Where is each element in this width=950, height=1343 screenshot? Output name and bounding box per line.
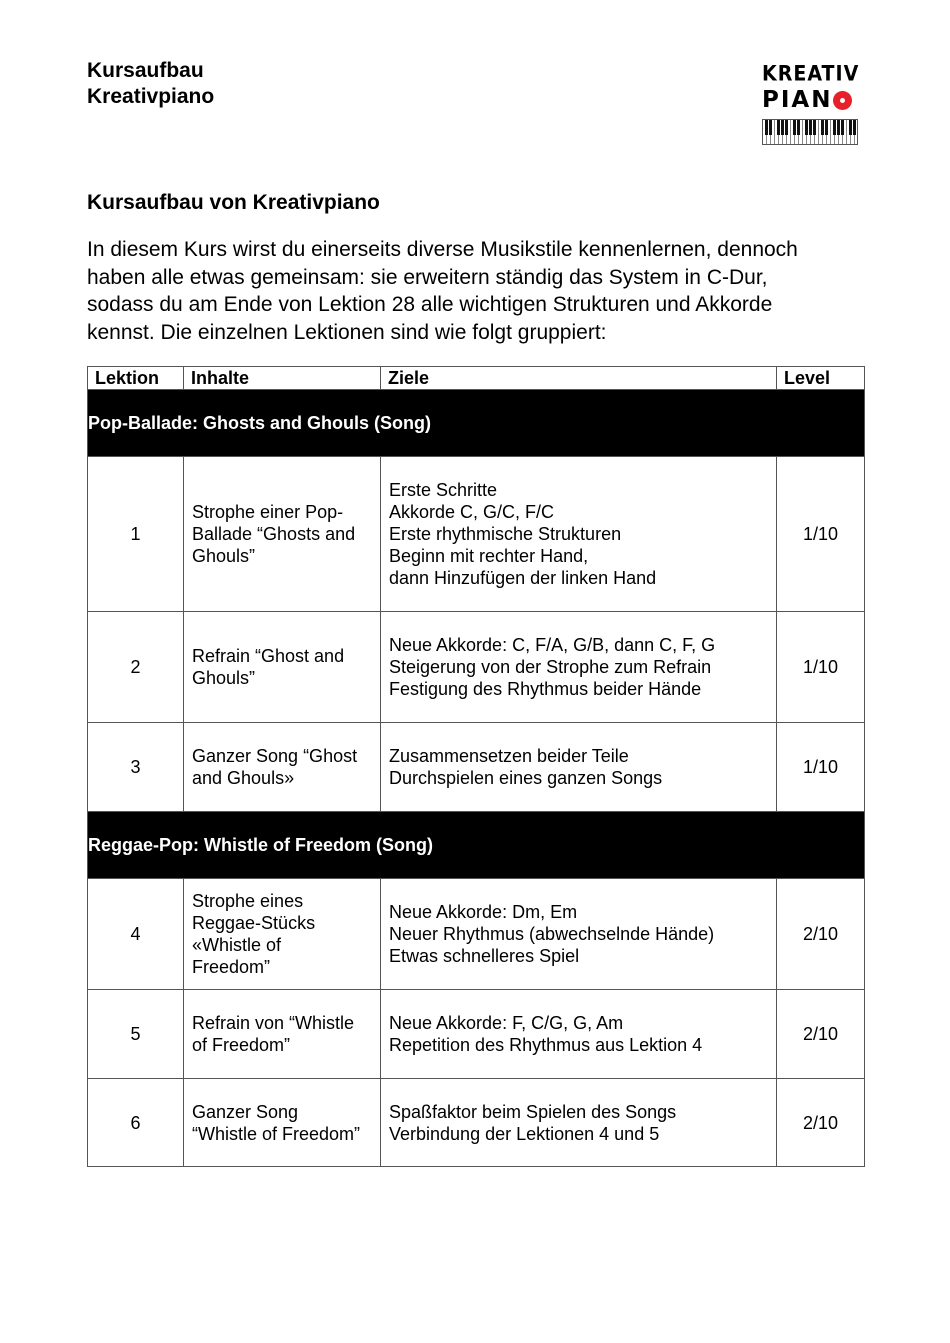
ziele-line: Zusammensetzen beider Teile bbox=[389, 746, 629, 766]
title-line-2: Kreativpiano bbox=[87, 85, 215, 108]
inhalte-cell bbox=[184, 879, 381, 990]
inhalte-cell bbox=[184, 457, 381, 612]
group-title: Pop-Ballade: Ghosts and Ghouls (Song) bbox=[88, 390, 865, 457]
ziele-cell bbox=[381, 1079, 777, 1167]
logo-text-kreativ: KREATIV bbox=[762, 62, 860, 87]
inhalte-line: Refrain von “Whistle bbox=[192, 1013, 355, 1033]
table-row bbox=[88, 457, 865, 612]
inhalte-line: «Whistle of bbox=[192, 935, 282, 955]
ziele-line: Akkorde C, G/C, F/C bbox=[389, 502, 555, 522]
document-title bbox=[87, 58, 214, 110]
group-title: Reggae-Pop: Whistle of Freedom (Song) bbox=[88, 812, 865, 879]
ziele-cell bbox=[381, 457, 777, 612]
inhalte-line: Strophe eines bbox=[192, 891, 304, 911]
inhalte-line: Freedom” bbox=[192, 957, 271, 977]
title-line-1: Kursaufbau bbox=[87, 59, 204, 82]
lektion-cell: 2 bbox=[88, 612, 184, 723]
group-row-pop-ballade bbox=[88, 390, 865, 457]
ziele-line: Verbindung der Lektionen 4 und 5 bbox=[389, 1123, 660, 1144]
ziele-line: Neue Akkorde: Dm, Em bbox=[389, 902, 578, 922]
lektion-cell: 4 bbox=[88, 879, 184, 990]
inhalte-line: of Freedom” bbox=[192, 1035, 291, 1055]
table-row bbox=[88, 612, 865, 723]
ziele-line: Neuer Rhythmus (abwechselnde Hände) bbox=[389, 924, 715, 944]
inhalte-cell bbox=[184, 612, 381, 723]
ziele-cell bbox=[381, 879, 777, 990]
section-heading: Kursaufbau von Kreativpiano bbox=[87, 191, 380, 214]
table-row bbox=[88, 723, 865, 812]
level-cell: 2/10 bbox=[777, 990, 865, 1079]
table-row bbox=[88, 879, 865, 990]
intro-line: sodass du am Ende von Lektion 28 alle wichtigen Strukturen und Akkorde bbox=[87, 293, 773, 317]
inhalte-cell bbox=[184, 1079, 381, 1167]
ziele-line: Erste rhythmische Strukturen bbox=[389, 524, 622, 544]
header-level: Level bbox=[777, 367, 865, 390]
inhalte-line: Ganzer Song “Ghost bbox=[192, 746, 358, 766]
intro-line: In diesem Kurs wirst du einerseits diverse Musikstile kennenlernen, dennoch bbox=[87, 238, 798, 261]
group-row-reggae-pop bbox=[88, 812, 865, 879]
inhalte-line: and Ghouls» bbox=[192, 768, 295, 788]
intro-line: haben alle etwas gemeinsam: sie erweitern ständig das System in C-Dur, bbox=[87, 265, 768, 289]
ziele-line: Steigerung von der Strophe zum Refrain bbox=[389, 657, 712, 677]
inhalte-line: Refrain “Ghost and bbox=[192, 646, 345, 666]
lektion-cell: 6 bbox=[88, 1079, 184, 1167]
course-table bbox=[87, 366, 865, 1167]
intro-line: kennst. Die einzelnen Lektionen sind wie folgt gruppiert: bbox=[87, 320, 607, 344]
inhalte-line: Reggae-Stücks bbox=[192, 913, 316, 933]
ziele-line: Neue Akkorde: F, C/G, G, Am bbox=[389, 1013, 624, 1033]
inhalte-line: Ballade “Ghosts and bbox=[192, 524, 356, 544]
header-lektion: Lektion bbox=[88, 367, 184, 390]
level-cell: 2/10 bbox=[777, 1079, 865, 1167]
ziele-line: Erste Schritte bbox=[389, 480, 498, 500]
ziele-line: Neue Akkorde: C, F/A, G/B, dann C, F, G bbox=[389, 635, 716, 655]
ziele-line: Spaßfaktor beim Spielen des Songs bbox=[389, 1101, 677, 1122]
logo-text-piano bbox=[762, 87, 860, 113]
level-cell: 1/10 bbox=[777, 723, 865, 812]
header-ziele: Ziele bbox=[381, 367, 777, 390]
table-row bbox=[88, 990, 865, 1079]
level-cell: 1/10 bbox=[777, 612, 865, 723]
ziele-line: Festigung des Rhythmus beider Hände bbox=[389, 679, 702, 699]
lektion-cell: 5 bbox=[88, 990, 184, 1079]
lektion-cell: 1 bbox=[88, 457, 184, 612]
kreativpiano-logo bbox=[762, 62, 860, 145]
level-cell: 1/10 bbox=[777, 457, 865, 612]
ziele-cell bbox=[381, 723, 777, 812]
ziele-cell bbox=[381, 612, 777, 723]
logo-text-pian: PIAN bbox=[762, 87, 833, 113]
piano-keys-icon bbox=[762, 119, 858, 145]
ziele-line: Durchspielen eines ganzen Songs bbox=[389, 768, 663, 788]
inhalte-line: “Whistle of Freedom” bbox=[192, 1123, 361, 1144]
ziele-line: Etwas schnelleres Spiel bbox=[389, 946, 580, 966]
inhalte-cell bbox=[184, 990, 381, 1079]
inhalte-cell bbox=[184, 723, 381, 812]
intro-paragraph bbox=[87, 236, 877, 346]
record-icon bbox=[833, 91, 852, 110]
level-cell: 2/10 bbox=[777, 879, 865, 990]
table-row bbox=[88, 1079, 865, 1167]
ziele-line: Repetition des Rhythmus aus Lektion 4 bbox=[389, 1035, 703, 1055]
inhalte-line: Ghouls” bbox=[192, 668, 256, 688]
header-inhalte: Inhalte bbox=[184, 367, 381, 390]
lektion-cell: 3 bbox=[88, 723, 184, 812]
ziele-cell bbox=[381, 990, 777, 1079]
ziele-line: dann Hinzufügen der linken Hand bbox=[389, 568, 657, 588]
inhalte-line: Strophe einer Pop- bbox=[192, 502, 344, 522]
inhalte-line: Ghouls” bbox=[192, 546, 256, 566]
ziele-line: Beginn mit rechter Hand, bbox=[389, 546, 589, 566]
table-header-row bbox=[88, 367, 865, 390]
inhalte-line: Ganzer Song bbox=[192, 1101, 299, 1122]
